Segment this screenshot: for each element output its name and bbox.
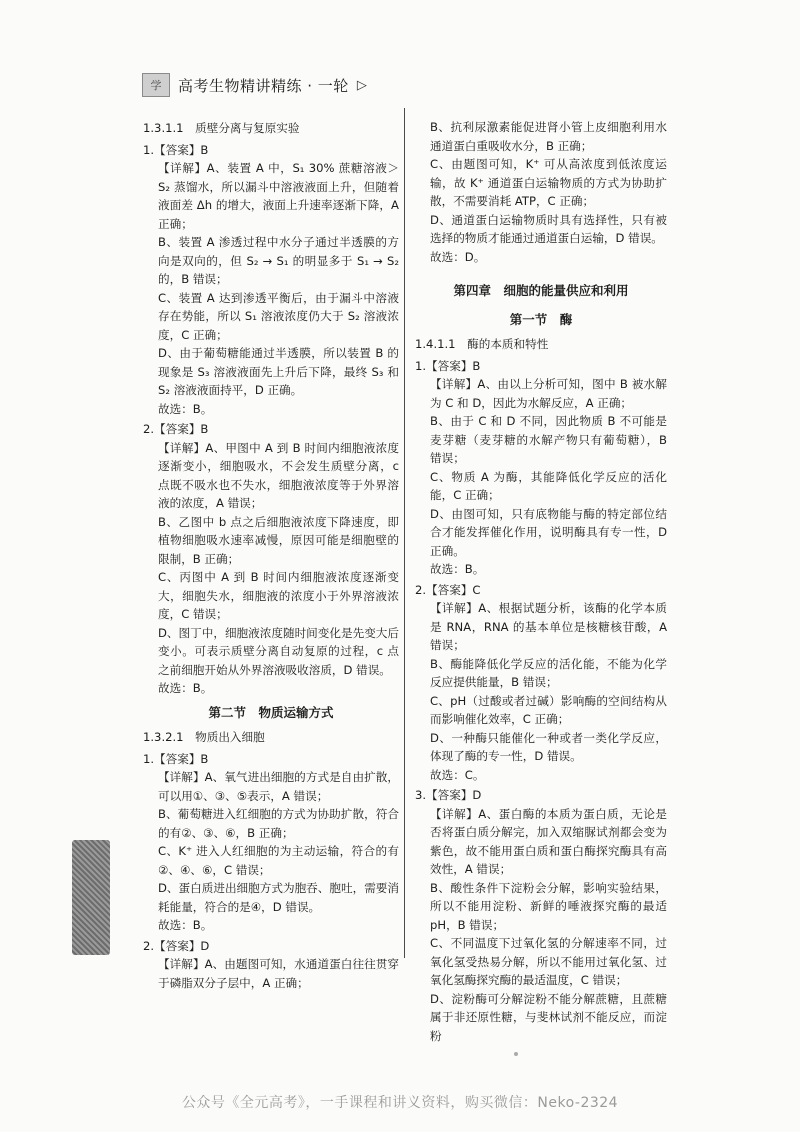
book-title: 高考生物精讲精练 · 一轮 <box>178 76 349 95</box>
explanation-line: B、葡萄糖进入红细胞的方式为协助扩散，符合的有②、③、⑥，B 正确； <box>158 807 399 840</box>
explanation-line: 【详解】A、根据试题分析，该酶的化学本质是 RNA，RNA 的基本单位是核糖核苷酸，A 错误； <box>430 601 667 652</box>
answer-label: 1.【答案】B <box>143 142 209 157</box>
answer-label: 1.【答案】B <box>415 358 481 373</box>
explanation-line: D、蛋白质进出细胞方式为胞吞、胞吐，需要消耗能量，符合的是④，D 错误。 <box>158 881 399 914</box>
explanation-line: D、一种酶只能催化一种或者一类化学反应，体现了酶的专一性，D 错误。 <box>430 730 667 763</box>
explanation-line: D、通道蛋白运输物质时具有选择性，只有被选择的物质才能通过通道蛋白运输，D 错误。 <box>430 212 667 245</box>
chapter-title: 第四章 细胞的能量供应和利用 <box>453 283 629 298</box>
explanation-line: B、装置 A 渗透过程中水分子通过半透膜的方向是双向的，但 S₂ → S₁ 的明显多于 S₁ → S₂ 的，B 错误； <box>158 235 399 286</box>
book-logo-icon: 学 <box>142 73 170 97</box>
explanation-line: C、物质 A 为酶，其能降低化学反应的活化能，C 正确； <box>430 469 667 502</box>
explanation-line: C、pH（过酸或者过碱）影响酶的空间结构从而影响催化效率，C 正确； <box>430 693 667 726</box>
explanation-line: B、酶能降低化学反应的活化能，不能为化学反应提供能量，B 错误； <box>430 656 667 689</box>
right-column <box>415 118 667 1045</box>
explanation-line: C、由题图可知，K⁺ 可从高浓度到低浓度运输，故 K⁺ 通道蛋白运输物质的方式为协助扩散，不需要消耗 ATP，C 正确； <box>430 157 667 208</box>
explanation-line: 故选：B。 <box>158 681 213 695</box>
explanation-line: B、抗利尿激素能促进肾小管上皮细胞利用水通道蛋白重吸收水分，B 正确； <box>430 120 667 153</box>
side-decoration <box>72 840 110 955</box>
answer-label: 2.【答案】B <box>143 422 209 436</box>
footer-watermark: 公众号《全元高考》，一手课程和讲义资料，购买微信：Neko-2324 <box>181 1095 619 1111</box>
explanation-line: B、乙图中 b 点之后细胞液浓度下降速度，即植物细胞吸水速率减慢，原因可能是细胞壁的限制，B 正确； <box>158 514 399 566</box>
explanation-line: B、由于 C 和 D 不同，因此物质 B 不可能是麦芽糖（麦芽糖的水解产物只有葡萄糖），B 错误； <box>430 414 667 465</box>
subsection-title: 1.3.1.1 质壁分离与复原实验 <box>143 121 300 135</box>
explanation-line: D、由图可知，只有底物能与酶的特定部位结合才能发挥催化作用，说明酶具有专一性，D 正确。 <box>430 506 667 558</box>
explanation-line: 故选：D。 <box>430 249 486 264</box>
explanation-line: C、丙图中 A 到 B 时间内细胞液浓度逐渐变大，细胞失水，细胞液的浓度小于外界溶液浓度，C 错误； <box>158 570 399 621</box>
page-header <box>142 70 367 100</box>
explanation-line: D、图丁中，细胞液浓度随时间变化是先变大后变小。可表示质壁分离自动复原的过程，c 点之前细胞开始从外界溶液吸收溶质，D 错误。 <box>158 625 399 677</box>
explanation-line: C、K⁺ 进入人红细胞的为主动运输，符合的有②、④、⑥，C 错误； <box>158 844 399 877</box>
column-divider <box>404 108 405 958</box>
left-column <box>143 118 399 992</box>
answer-label: 3.【答案】D <box>415 788 482 802</box>
answer-label: 2.【答案】D <box>143 938 210 953</box>
explanation-line: D、淀粉酶可分解淀粉不能分解蔗糖，且蔗糖属于非还原性糖，与斐林试剂不能反应，而淀粉 <box>430 991 667 1043</box>
explanation-line: C、不同温度下过氧化氢的分解速率不同，过氧化氢受热易分解，所以不能用过氧化氢、过氧化氢酶探究酶的最适温度，C 错误； <box>430 936 667 987</box>
section-title: 第一节 酶 <box>509 311 573 327</box>
explanation-line: B、酸性条件下淀粉会分解，影响实验结果，所以不能用淀粉、新鲜的唾液探究酶的最适 pH，B 错误； <box>430 880 667 932</box>
explanation-line: C、装置 A 达到渗透平衡后，由于漏斗中溶液存在势能，所以 S₁ 溶液浓度仍大于 S₂ 溶液浓度，C 正确； <box>158 290 399 342</box>
answer-label: 1.【答案】B <box>143 751 209 766</box>
section-title: 第二节 物质运输方式 <box>208 704 334 720</box>
answer-label: 2.【答案】C <box>415 582 481 597</box>
explanation-line: 故选：B。 <box>158 401 213 416</box>
explanation-line: 【详解】A、蛋白酶的本质为蛋白质，无论是否将蛋白质分解完，加入双缩脲试剂都会变为紫色，故不能用蛋白质和蛋白酶探究酶具有高效性，A 错误； <box>430 806 667 876</box>
explanation-line: 故选：C。 <box>430 767 485 782</box>
subsection-title: 1.4.1.1 酶的本质和特性 <box>415 337 549 351</box>
explanation-line: 故选：B。 <box>158 918 213 932</box>
subsection-title: 1.3.2.1 物质出入细胞 <box>143 730 265 744</box>
explanation-line: 故选：B。 <box>430 562 485 576</box>
page-dot <box>514 1052 518 1056</box>
explanation-line: 【详解】A、氧气进出细胞的方式是自由扩散，可以用①、③、⑤表示，A 错误； <box>158 770 399 803</box>
explanation-line: 【详解】A、装置 A 中，S₁ 30% 蔗糖溶液＞S₂ 蒸馏水，所以漏斗中溶液液面上升，但随着液面差 Δh 的增大，液面上升速率逐渐下降，A 正确； <box>158 161 399 231</box>
triangle-mark-icon: ▷ <box>356 77 367 93</box>
explanation-line: 【详解】A、由题图可知，水通道蛋白往往贯穿于磷脂双分子层中，A 正确； <box>158 957 399 990</box>
explanation-line: 【详解】A、甲图中 A 到 B 时间内细胞液浓度逐渐变小，细胞吸水，不会发生质壁分离，c 点既不吸水也不失水，细胞液浓度等于外界溶液的浓度，A 错误； <box>158 440 399 510</box>
explanation-line: 【详解】A、由以上分析可知，图中 B 被水解为 C 和 D，因此为水解反应，A 正确； <box>430 377 667 410</box>
explanation-line: D、由于葡萄糖能通过半透膜，所以装置 B 的现象是 S₃ 溶液液面先上升后下降，最终 S₃ 和 S₂ 溶液液面持平，D 正确。 <box>158 346 399 397</box>
